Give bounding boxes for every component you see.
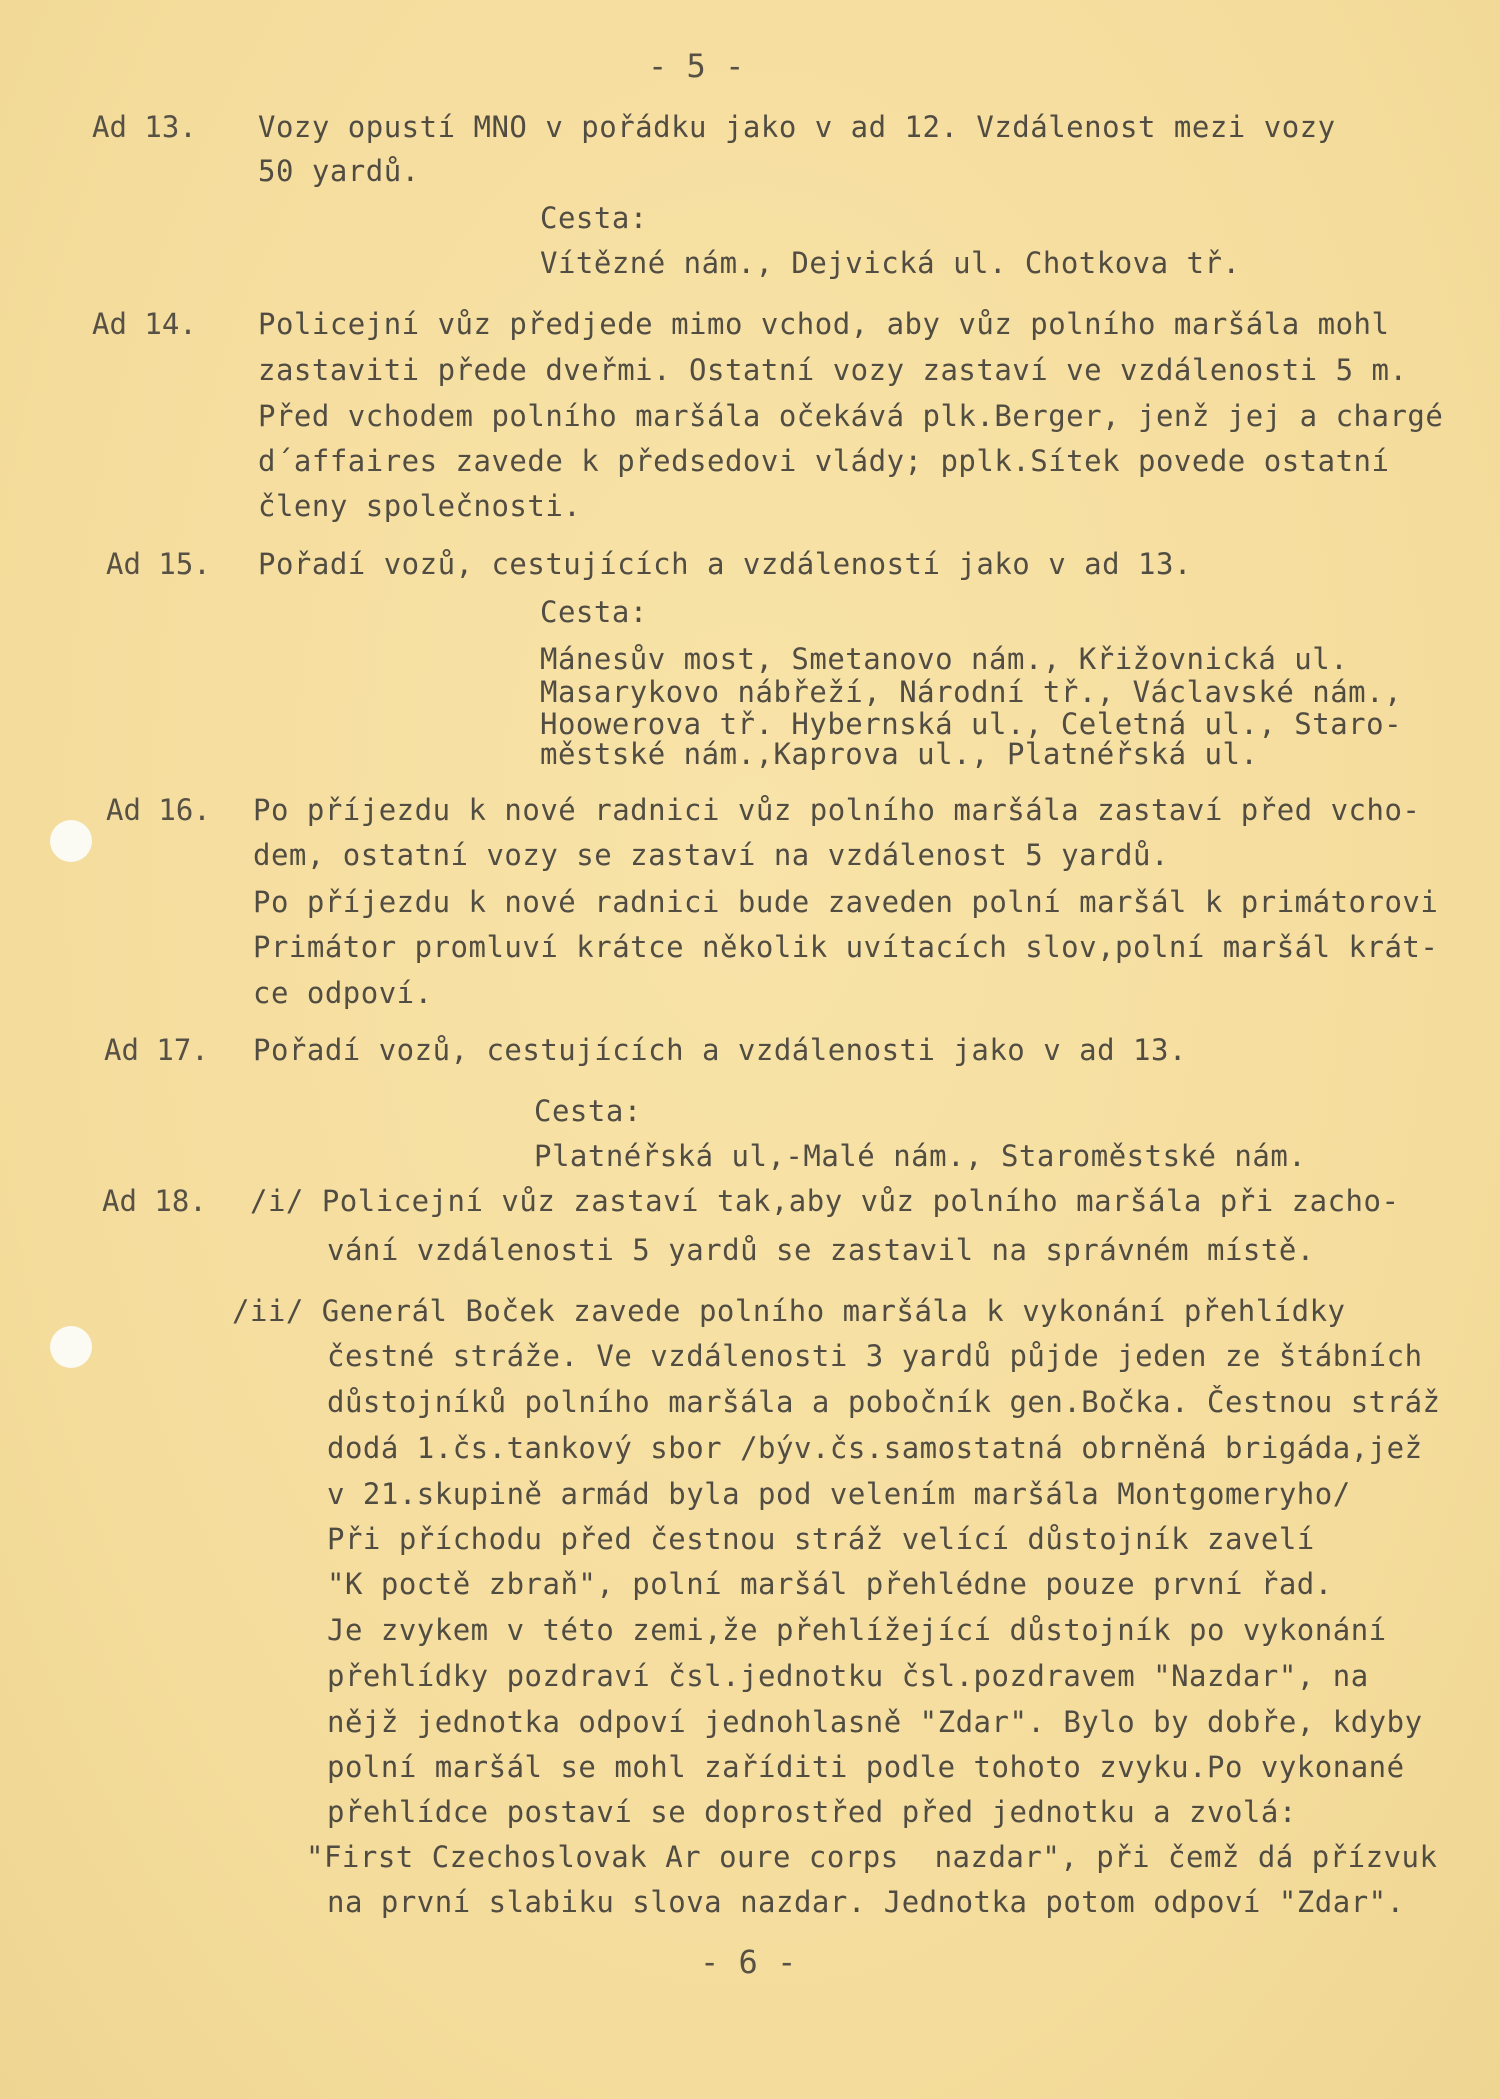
route-line: Vítězné nám., Dejvická ul. Chotkova tř. <box>540 246 1241 280</box>
text-line: čestné stráže. Ve vzdálenosti 3 yardů půjde jeden ze štábních <box>327 1339 1423 1373</box>
text-line: "K poctě zbraň", polní maršál přehlédne pouze první řad. <box>327 1567 1333 1601</box>
text-line: vání vzdálenosti 5 yardů se zastavil na správném místě. <box>327 1233 1315 1267</box>
text-line: ce odpoví. <box>253 976 433 1010</box>
punch-hole-bottom <box>50 1326 92 1368</box>
punch-hole-top <box>50 820 92 862</box>
text-line: členy společnosti. <box>258 489 582 523</box>
text-line: polní maršál se mohl zaříditi podle tohoto zvyku.Po vykonané <box>327 1750 1405 1784</box>
text-line: Před vchodem polního maršála očekává plk.Berger, jenž jej a chargé <box>258 399 1444 433</box>
route-heading: Cesta: <box>534 1094 642 1128</box>
text-line: v 21.skupině armád byla pod velením maršála Montgomeryho/ <box>327 1477 1351 1511</box>
route-line: Platnéřská ul,-Malé nám., Staroměstské nám. <box>534 1139 1307 1173</box>
route-line: městské nám.,Kaprova ul., Platnéřská ul. <box>540 737 1259 771</box>
section-label: Ad 16. <box>106 793 211 827</box>
section-label: Ad 15. <box>106 547 211 581</box>
route-line: Hoowerova tř. Hybernská ul., Celetná ul., Staro- <box>540 707 1403 741</box>
next-page-number: - 6 - <box>700 1943 797 1981</box>
route-heading: Cesta: <box>540 201 648 235</box>
text-line: dem, ostatní vozy se zastaví na vzdálenost 5 yardů. <box>253 838 1169 872</box>
section-label: Ad 18. <box>102 1184 207 1218</box>
text-line: /ii/ Generál Boček zavede polního maršála k vykonání přehlídky <box>232 1294 1346 1328</box>
text-line: nějž jednotka odpoví jednohlasně "Zdar". Bylo by dobře, kdyby <box>327 1705 1423 1739</box>
text-line: Primátor promluví krátce několik uvítacích slov,polní maršál krát- <box>253 930 1439 964</box>
text-line: Při příchodu před čestnou stráž velící důstojník zavelí <box>327 1522 1315 1556</box>
page-number: - 5 - <box>648 47 745 85</box>
text-line: "First Czechoslovak Ar oure corps nazdar", při čemž dá přízvuk <box>306 1840 1438 1874</box>
text-line: /i/ Policejní vůz zastaví tak,aby vůz polního maršála při zacho- <box>250 1184 1400 1218</box>
text-line: Je zvykem v této zemi,že přehlížející důstojník po vykonání <box>327 1613 1387 1647</box>
text-line: důstojníků polního maršála a pobočník gen.Bočka. Čestnou stráž <box>327 1385 1441 1419</box>
section-label: Ad 13. <box>92 110 197 144</box>
text-line: přehlídky pozdraví čsl.jednotku čsl.pozdravem "Nazdar", na <box>327 1659 1369 1693</box>
text-line: Vozy opustí MNO v pořádku jako v ad 12. Vzdálenost mezi vozy <box>258 110 1336 144</box>
section-label: Ad 17. <box>104 1033 209 1067</box>
text-line: na první slabiku slova nazdar. Jednotka potom odpoví "Zdar". <box>327 1885 1405 1919</box>
text-line: přehlídce postaví se doprostřed před jednotku a zvolá: <box>327 1795 1297 1829</box>
text-line: Po příjezdu k nové radnici bude zaveden polní maršál k primátorovi <box>253 885 1439 919</box>
text-line: Pořadí vozů, cestujících a vzdáleností jako v ad 13. <box>258 547 1192 581</box>
text-line: dodá 1.čs.tankový sbor /býv.čs.samostatná obrněná brigáda,jež <box>327 1431 1423 1465</box>
text-line: 50 yardů. <box>258 154 420 188</box>
route-heading: Cesta: <box>540 595 648 629</box>
route-line: Masarykovo nábřeží, Národní tř., Václavské nám., <box>540 675 1403 709</box>
text-line: zastaviti přede dveřmi. Ostatní vozy zastaví ve vzdálenosti 5 m. <box>258 353 1408 387</box>
section-label: Ad 14. <box>92 307 197 341</box>
route-line: Mánesův most, Smetanovo nám., Křižovnická ul. <box>540 642 1349 676</box>
text-line: Policejní vůz předjede mimo vchod, aby vůz polního maršála mohl <box>258 307 1390 341</box>
text-line: d´affaires zavede k předsedovi vlády; pplk.Sítek povede ostatní <box>258 444 1390 478</box>
text-line: Po příjezdu k nové radnici vůz polního maršála zastaví před vcho- <box>253 793 1421 827</box>
text-line: Pořadí vozů, cestujících a vzdálenosti jako v ad 13. <box>253 1033 1187 1067</box>
